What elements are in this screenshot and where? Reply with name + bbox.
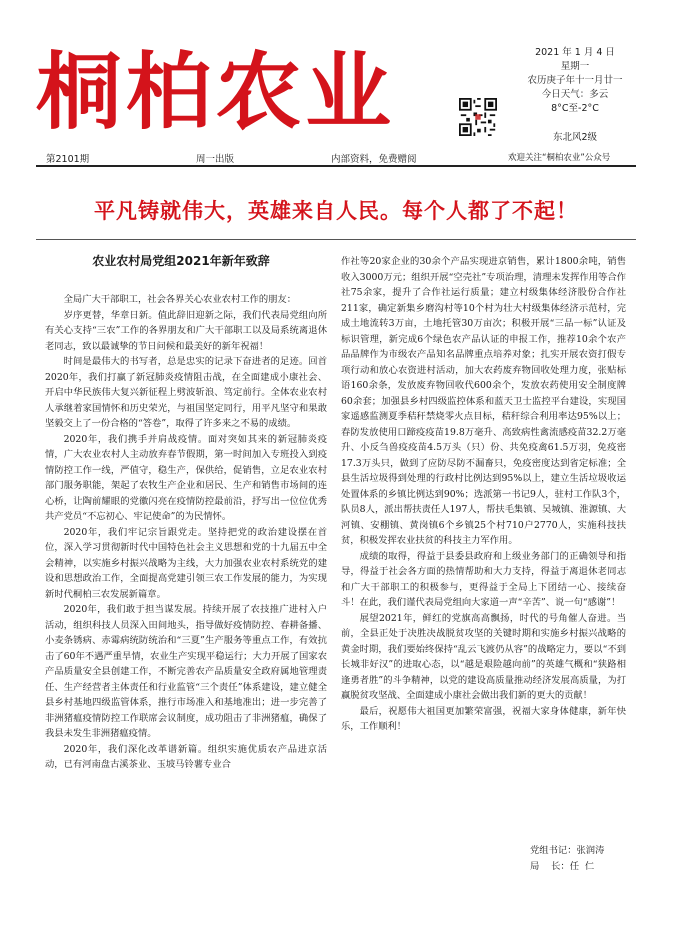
article-paragraph: 全局广大干部职工，社会各界关心农业农村工作的朋友： — [63, 294, 297, 305]
article-paragraph: 作社等20家企业的30余个产品实现进京销售，累计1800余吨，销售收入3000万元；组织开展“空壳社”专项治理，清理未发挥作用等合作社75余家，提升了合作社运行质量；建立村级集体经济股份合作社211家，确定新集乡磨沟村等10个村为壮大村级集体经济示范村，完成土地流转3万亩，土地托管30万亩次；积极开展“三品一标”认证及标识管理，新完成6个绿色农产品认证的申报工作，推荐10余个农产品品牌作为市级农产品知名品牌重点培养对象；扎实开展农资打假专项行动和放心农资进村活动，加大农药废弃物回收处理力度，张贴标语160余条，发放废弃物回收代600余个，发放农药使用安全制度牌60余套；加强县乡村四级监控体系和蓝天卫士监控平台建设，实现国家遥感监测夏季秸秆禁烧零火点目标，秸秆综合利用率达95%以上；春防发放使用口蹄疫疫苗19.8万毫升、高致病性禽流感疫苗32.2万毫升、小反刍兽疫疫苗4.5万头（只）份、共免疫禽61.5万羽，免疫密17.3万头只，做到了应防尽防不漏畜只，免疫密度达到省定标准；全县生活垃圾得到处理的行政村比例达到95%以上，建立生活垃圾收运处置体系的乡镇比例达到90%；选派第一书记9人，驻村工作队3个，队员8人，派出帮扶责任人197人，帮扶毛集镇、吴城镇、淮源镇、大河镇、安棚镇、黄岗镇6个乡镇25个村710户2770人，实施科技扶贫，积极发挥农业扶贫的科技主力军作用。 — [341, 256, 626, 546]
issue-number: 第2101期 — [46, 154, 90, 165]
article-paragraph: 2020年，我们携手并肩战疫情。面对突如其来的新冠肺炎疫情，广大农业农村人主动放弃春节假期，第一时间加入专班投入到疫情防控工作一线，严值守，稳生产，保供给，促销售，立足农业农村部门服务职能，架起了农牧生产企业和居民、生产和销售市场间的连心桥，让陶前耀眼的党徽闪亮在疫情防控最前沿，抒写出一位位优秀共产党员“不忘初心、牢记使命”的为民情怀。 — [45, 433, 327, 522]
signature-secretary: 党组书记：张润涛 — [530, 845, 605, 856]
distribution-note: 内部资料，免费赠阅 — [331, 154, 417, 165]
article-right-column — [341, 254, 626, 735]
header-divider — [36, 165, 636, 167]
article-paragraph: 成绩的取得，得益于县委县政府和上级业务部门的正确领导和指导，得益于社会各方面的热情帮助和大力支持，得益于离退休老同志和广大干部职工的积极参与，更得益于全局上下团结一心、接续奋斗！在此，我们谨代表局党组向大家道一声“辛苦”、说一句“感谢”！ — [341, 550, 626, 608]
temperature: 8°C至-2°C — [551, 103, 599, 114]
issue-date: 2021 年 1 月 4 日 — [535, 47, 615, 58]
slogan-banner: 平凡铸就伟大，英雄来自人民。每个人都了不起！ — [94, 198, 578, 223]
weather: 今日天气：多云 — [541, 89, 609, 100]
article-paragraph: 2020年，我们敢于担当谋发展。持续开展了农技推广进村入户活动，组织科技人员深入田间地头，指导做好疫情防控、春耕备播、小麦条锈病、赤霉病统防统治和“三夏”生产服务等重点工作，有效抗击了60年不遇严重旱情，农业生产实现平稳运行；大力开展了国家农产品质量安全县创建工作，不断完善农产品质量安全政府属地管理责任、生产经营者主体责任和行业监管“三个责任”体系建设，建立健全县乡村基地四级监管体系，推行市场准入和基地准出；进一步完善了非洲猪瘟疫情防控工作联席会议制度，成功阻击了非洲猪瘟，确保了我县未发生非洲猪瘟疫情。 — [45, 604, 327, 739]
article-paragraph: 岁序更替，华章日新。值此辞旧迎新之际，我们代表局党组向所有关心支持“三农”工作的各界朋友和广大干部职工以及局系统离退休老同志，致以最诚挚的节日问候和最美好的新年祝福！ — [45, 309, 327, 352]
follow-wechat-text: 欢迎关注“桐柏农业”公众号 — [508, 153, 611, 163]
publication-frequency: 周一出版 — [196, 154, 235, 165]
article-title: 农业农村局党组2021年新年致辞 — [92, 254, 270, 268]
qr-code-icon — [459, 98, 497, 136]
slogan-divider — [36, 239, 636, 240]
article-paragraph: 展望2021年，鲜红的党旗高高飘扬，时代的号角催人奋进。当前，全县正处于决胜决战脱贫攻坚的关键时期和实施乡村振兴战略的黄金时期，我们要始终保持“乱云飞渡仍从容”的战略定力，要以“不到长城非好汉”的进取心态，以“越是艰险越向前”的英雄气概和“狭路相逢勇者胜”的斗争精神，以党的建设高质量推动经济发展高质量，为打赢脱贫攻坚战、全面建成小康社会做出我们新的更大的贡献！ — [341, 612, 626, 701]
article-left-column — [45, 292, 327, 773]
article-paragraph: 时间是最伟大的书写者，总是忠实的记录下奋进者的足迹。回首2020年，我们打赢了新冠肺炎疫情阻击战，在全面建成小康社会、开启中华民族伟大复兴新征程上劈波斩浪、笃定前行。全体农业农村人承继着家国情怀和历史荣光，与祖国坚定同行，用平凡坚守和果敢坚毅交上了一份合格的“答卷”，取得了许多来之不易的成绩。 — [45, 356, 327, 429]
masthead-title: 桐柏农业 — [36, 43, 396, 141]
weekday: 星期一 — [560, 61, 590, 72]
signature-director: 局 长：任 仁 — [530, 861, 595, 872]
wind: 东北风2级 — [552, 132, 598, 143]
article-paragraph: 2020年，我们牢记宗旨跟党走。坚持把党的政治建设摆在首位，深入学习贯彻新时代中国特色社会主义思想和党的十九届五中全会精神，以实施乡村振兴战略为主线，大力加强农业农村系统党的建设和思想政治工作，全面提高党建引领三农工作发展的能力，为实现新时代桐柏三农发展新篇章。 — [45, 526, 327, 600]
article-paragraph: 最后，祝愿伟大祖国更加繁荣富强，祝福大家身体健康，新年快乐，工作顺利！ — [341, 705, 626, 732]
article-paragraph: 2020年，我们深化改革谱新篇。组织实施优质农产品进京活动，已有河南盘古溪茶业、玉坡马铃薯专业合 — [45, 743, 327, 770]
lunar-date: 农历庚子年十一月廿一 — [527, 75, 623, 86]
